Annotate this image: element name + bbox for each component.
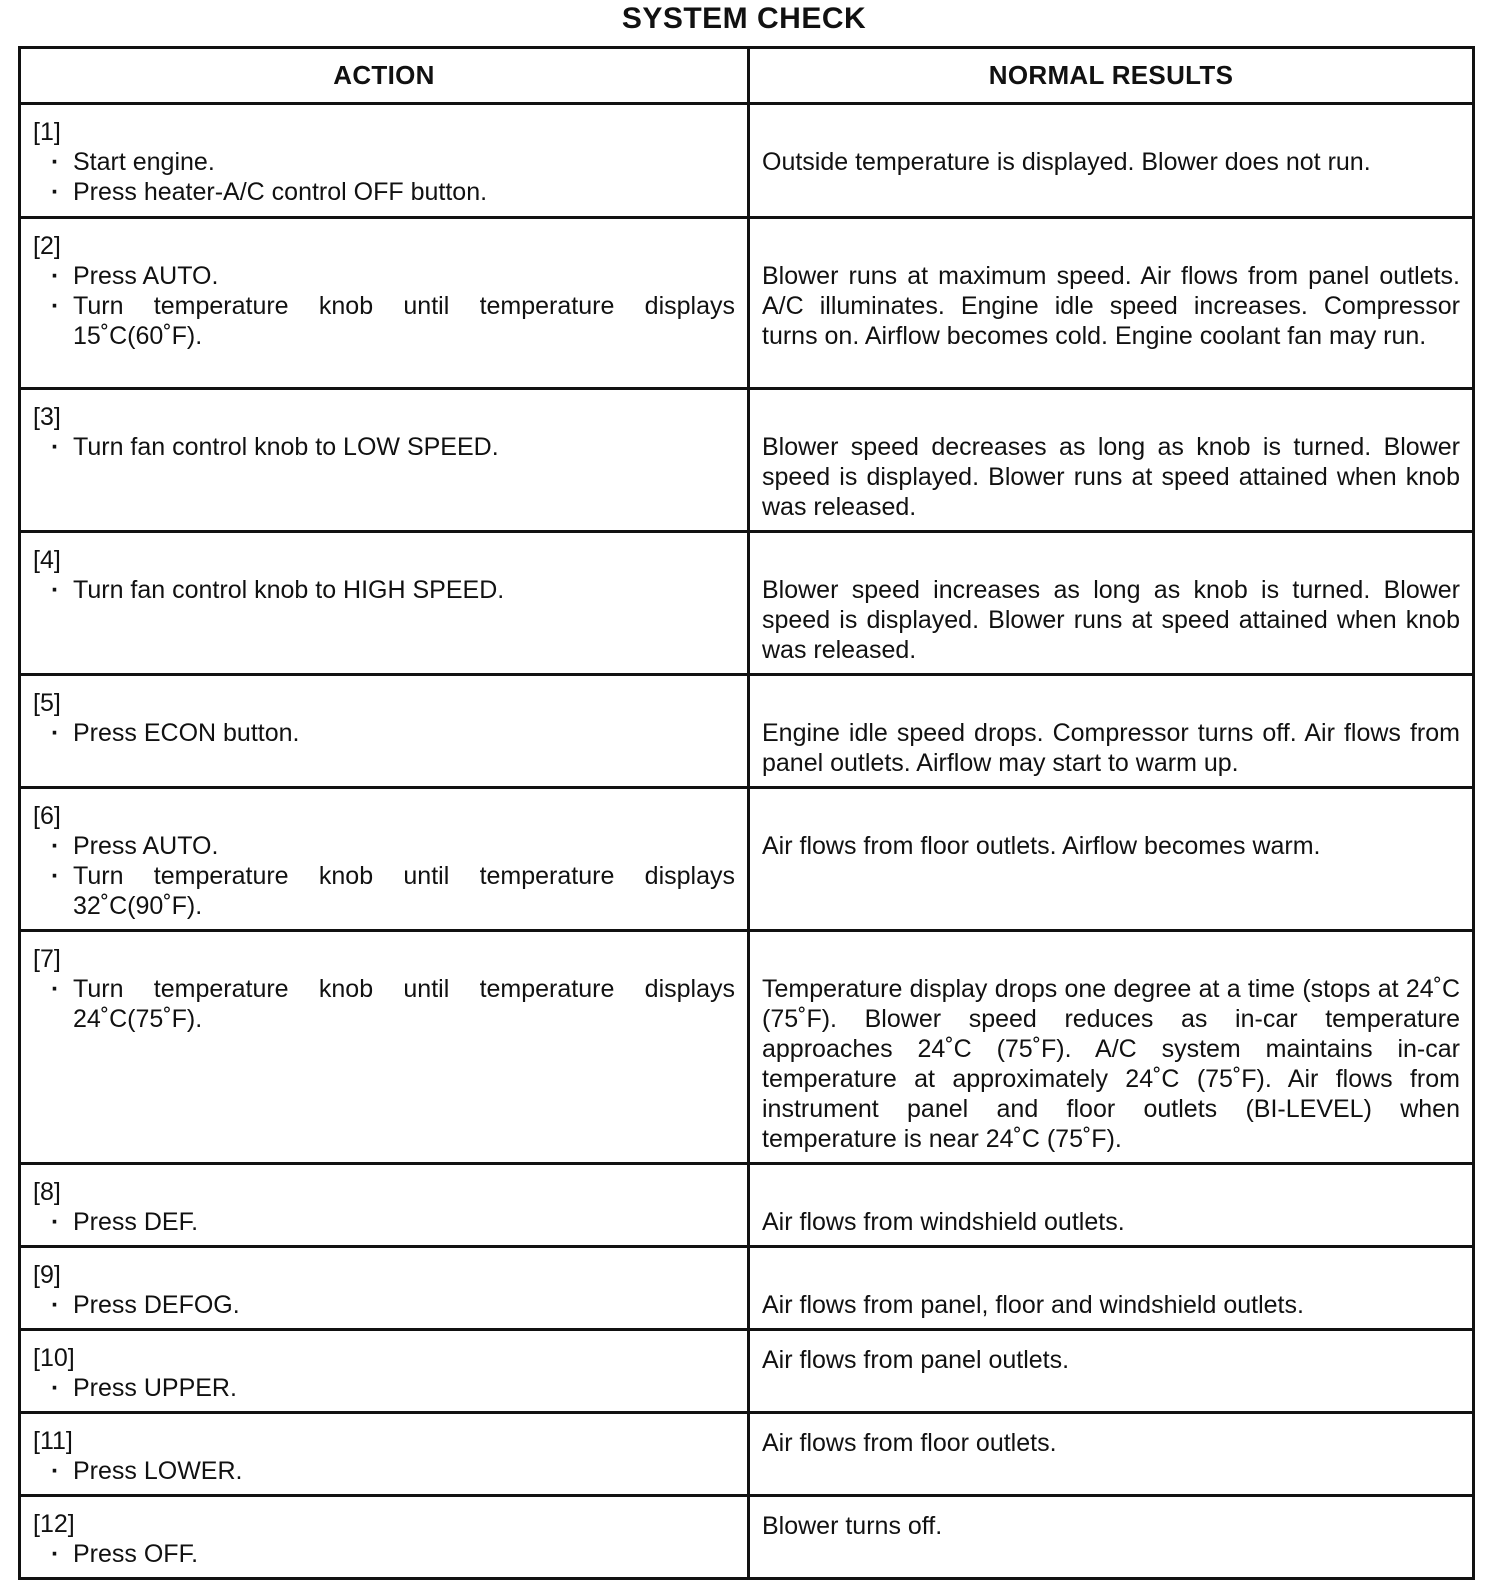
action-item: · Press DEFOG.	[51, 1291, 240, 1319]
action-cell	[20, 788, 749, 931]
action-cell	[20, 218, 749, 389]
bullet-icon: ·	[51, 832, 60, 860]
action-item: · Press LOWER.	[51, 1457, 243, 1485]
header-row	[20, 48, 1474, 104]
step-number: [9]	[33, 1261, 61, 1289]
action-item: · Press OFF.	[51, 1540, 199, 1568]
result-cell: Blower speed increases as long as knob is turned. Blower speed is displayed. Blower runs at speed attained when knob was released.	[749, 532, 1474, 675]
result-cell: Temperature display drops one degree at a time (stops at 24˚C (75˚F). Blower speed reduces as in-car temperature approaches 24˚C (75˚F). A/C system maintains in-car temperature at approximately 24˚C (75˚F). Air flows from instrument panel and floor outlets (BI-LEVEL) when temperature is near 24˚C (75˚F).	[749, 931, 1474, 1164]
result-cell: Outside temperature is displayed. Blower does not run.	[749, 104, 1474, 218]
action-item: · Press DEF.	[51, 1208, 199, 1236]
action-list	[33, 261, 735, 351]
table-row	[20, 931, 1474, 1164]
bullet-icon: ·	[51, 1208, 60, 1236]
bullet-icon: ·	[51, 1457, 60, 1485]
action-list	[33, 1373, 735, 1403]
action-cell	[20, 1413, 749, 1496]
bullet-icon: ·	[51, 178, 60, 206]
normal-results-column-header: NORMAL RESULTS	[749, 48, 1474, 104]
action-cell	[20, 104, 749, 218]
action-column-header: ACTION	[20, 48, 749, 104]
result-cell: Air flows from panel outlets.	[749, 1330, 1474, 1413]
step-number: [5]	[33, 689, 61, 717]
action-cell	[20, 532, 749, 675]
action-list	[33, 1290, 735, 1320]
step-number: [6]	[33, 802, 61, 830]
table-row	[20, 1247, 1474, 1330]
bullet-icon: ·	[51, 975, 60, 1003]
action-item: · Turn fan control knob to HIGH SPEED.	[51, 576, 505, 604]
step-number: [2]	[33, 232, 61, 260]
bullet-icon: ·	[51, 1291, 60, 1319]
table-row	[20, 104, 1474, 218]
action-cell	[20, 931, 749, 1164]
bullet-icon: ·	[51, 292, 60, 320]
action-cell	[20, 1330, 749, 1413]
result-cell: Air flows from floor outlets. Airflow becomes warm.	[749, 788, 1474, 931]
action-cell	[20, 389, 749, 532]
result-cell: Air flows from floor outlets.	[749, 1413, 1474, 1496]
action-list	[33, 1456, 735, 1486]
table-row	[20, 218, 1474, 389]
page-title: SYSTEM CHECK	[621, 2, 867, 35]
step-number: [4]	[33, 546, 61, 574]
step-number: [3]	[33, 403, 61, 431]
bullet-icon: ·	[51, 576, 60, 604]
action-item: · Press UPPER.	[51, 1374, 237, 1402]
action-item: · Press ECON button.	[51, 719, 300, 747]
action-item: · Start engine.	[51, 148, 215, 176]
result-cell: Engine idle speed drops. Compressor turns off. Air flows from panel outlets. Airflow may start to warm up.	[749, 675, 1474, 788]
bullet-icon: ·	[51, 262, 60, 290]
step-number: [7]	[33, 945, 61, 973]
action-item: · Press AUTO.	[51, 262, 219, 290]
action-cell	[20, 1164, 749, 1247]
action-item: · Turn temperature knob until temperature displays 24˚C(75˚F).	[51, 975, 735, 1033]
action-item: · Turn temperature knob until temperature displays 15˚C(60˚F).	[51, 292, 735, 350]
action-list	[33, 432, 735, 462]
bullet-icon: ·	[51, 1374, 60, 1402]
action-cell	[20, 675, 749, 788]
action-list	[33, 575, 735, 605]
action-item: · Turn temperature knob until temperature displays 32˚C(90˚F).	[51, 862, 735, 920]
result-cell: Air flows from panel, floor and windshield outlets.	[749, 1247, 1474, 1330]
result-cell: Blower turns off.	[749, 1496, 1474, 1579]
step-number: [11]	[33, 1427, 73, 1455]
bullet-icon: ·	[51, 148, 60, 176]
action-list	[33, 831, 735, 921]
table-row	[20, 1164, 1474, 1247]
table-row	[20, 788, 1474, 931]
step-number: [12]	[33, 1510, 75, 1538]
action-list	[33, 1207, 735, 1237]
step-number: [8]	[33, 1178, 61, 1206]
action-list	[33, 718, 735, 748]
action-item: · Turn fan control knob to LOW SPEED.	[51, 433, 499, 461]
table-row	[20, 532, 1474, 675]
action-cell	[20, 1496, 749, 1579]
step-number: [10]	[33, 1344, 75, 1372]
action-item: · Press heater-A/C control OFF button.	[51, 178, 488, 206]
action-list	[33, 1539, 735, 1569]
result-cell: Air flows from windshield outlets.	[749, 1164, 1474, 1247]
table-row	[20, 675, 1474, 788]
action-cell	[20, 1247, 749, 1330]
table-row	[20, 1496, 1474, 1579]
bullet-icon: ·	[51, 1540, 60, 1568]
table-row	[20, 1330, 1474, 1413]
result-cell: Blower runs at maximum speed. Air flows from panel outlets. A/C illuminates. Engine idle speed increases. Compressor turns on. Airflow becomes cold. Engine coolant fan may run.	[749, 218, 1474, 389]
result-cell: Blower speed decreases as long as knob is turned. Blower speed is displayed. Blower runs at speed attained when knob was released.	[749, 389, 1474, 532]
bullet-icon: ·	[51, 433, 60, 461]
bullet-icon: ·	[51, 862, 60, 890]
action-list	[33, 974, 735, 1034]
action-list	[33, 147, 735, 207]
action-item: · Press AUTO.	[51, 832, 219, 860]
system-check-table	[18, 46, 1475, 1580]
step-number: [1]	[33, 118, 61, 146]
table-row	[20, 1413, 1474, 1496]
bullet-icon: ·	[51, 719, 60, 747]
table-row	[20, 389, 1474, 532]
